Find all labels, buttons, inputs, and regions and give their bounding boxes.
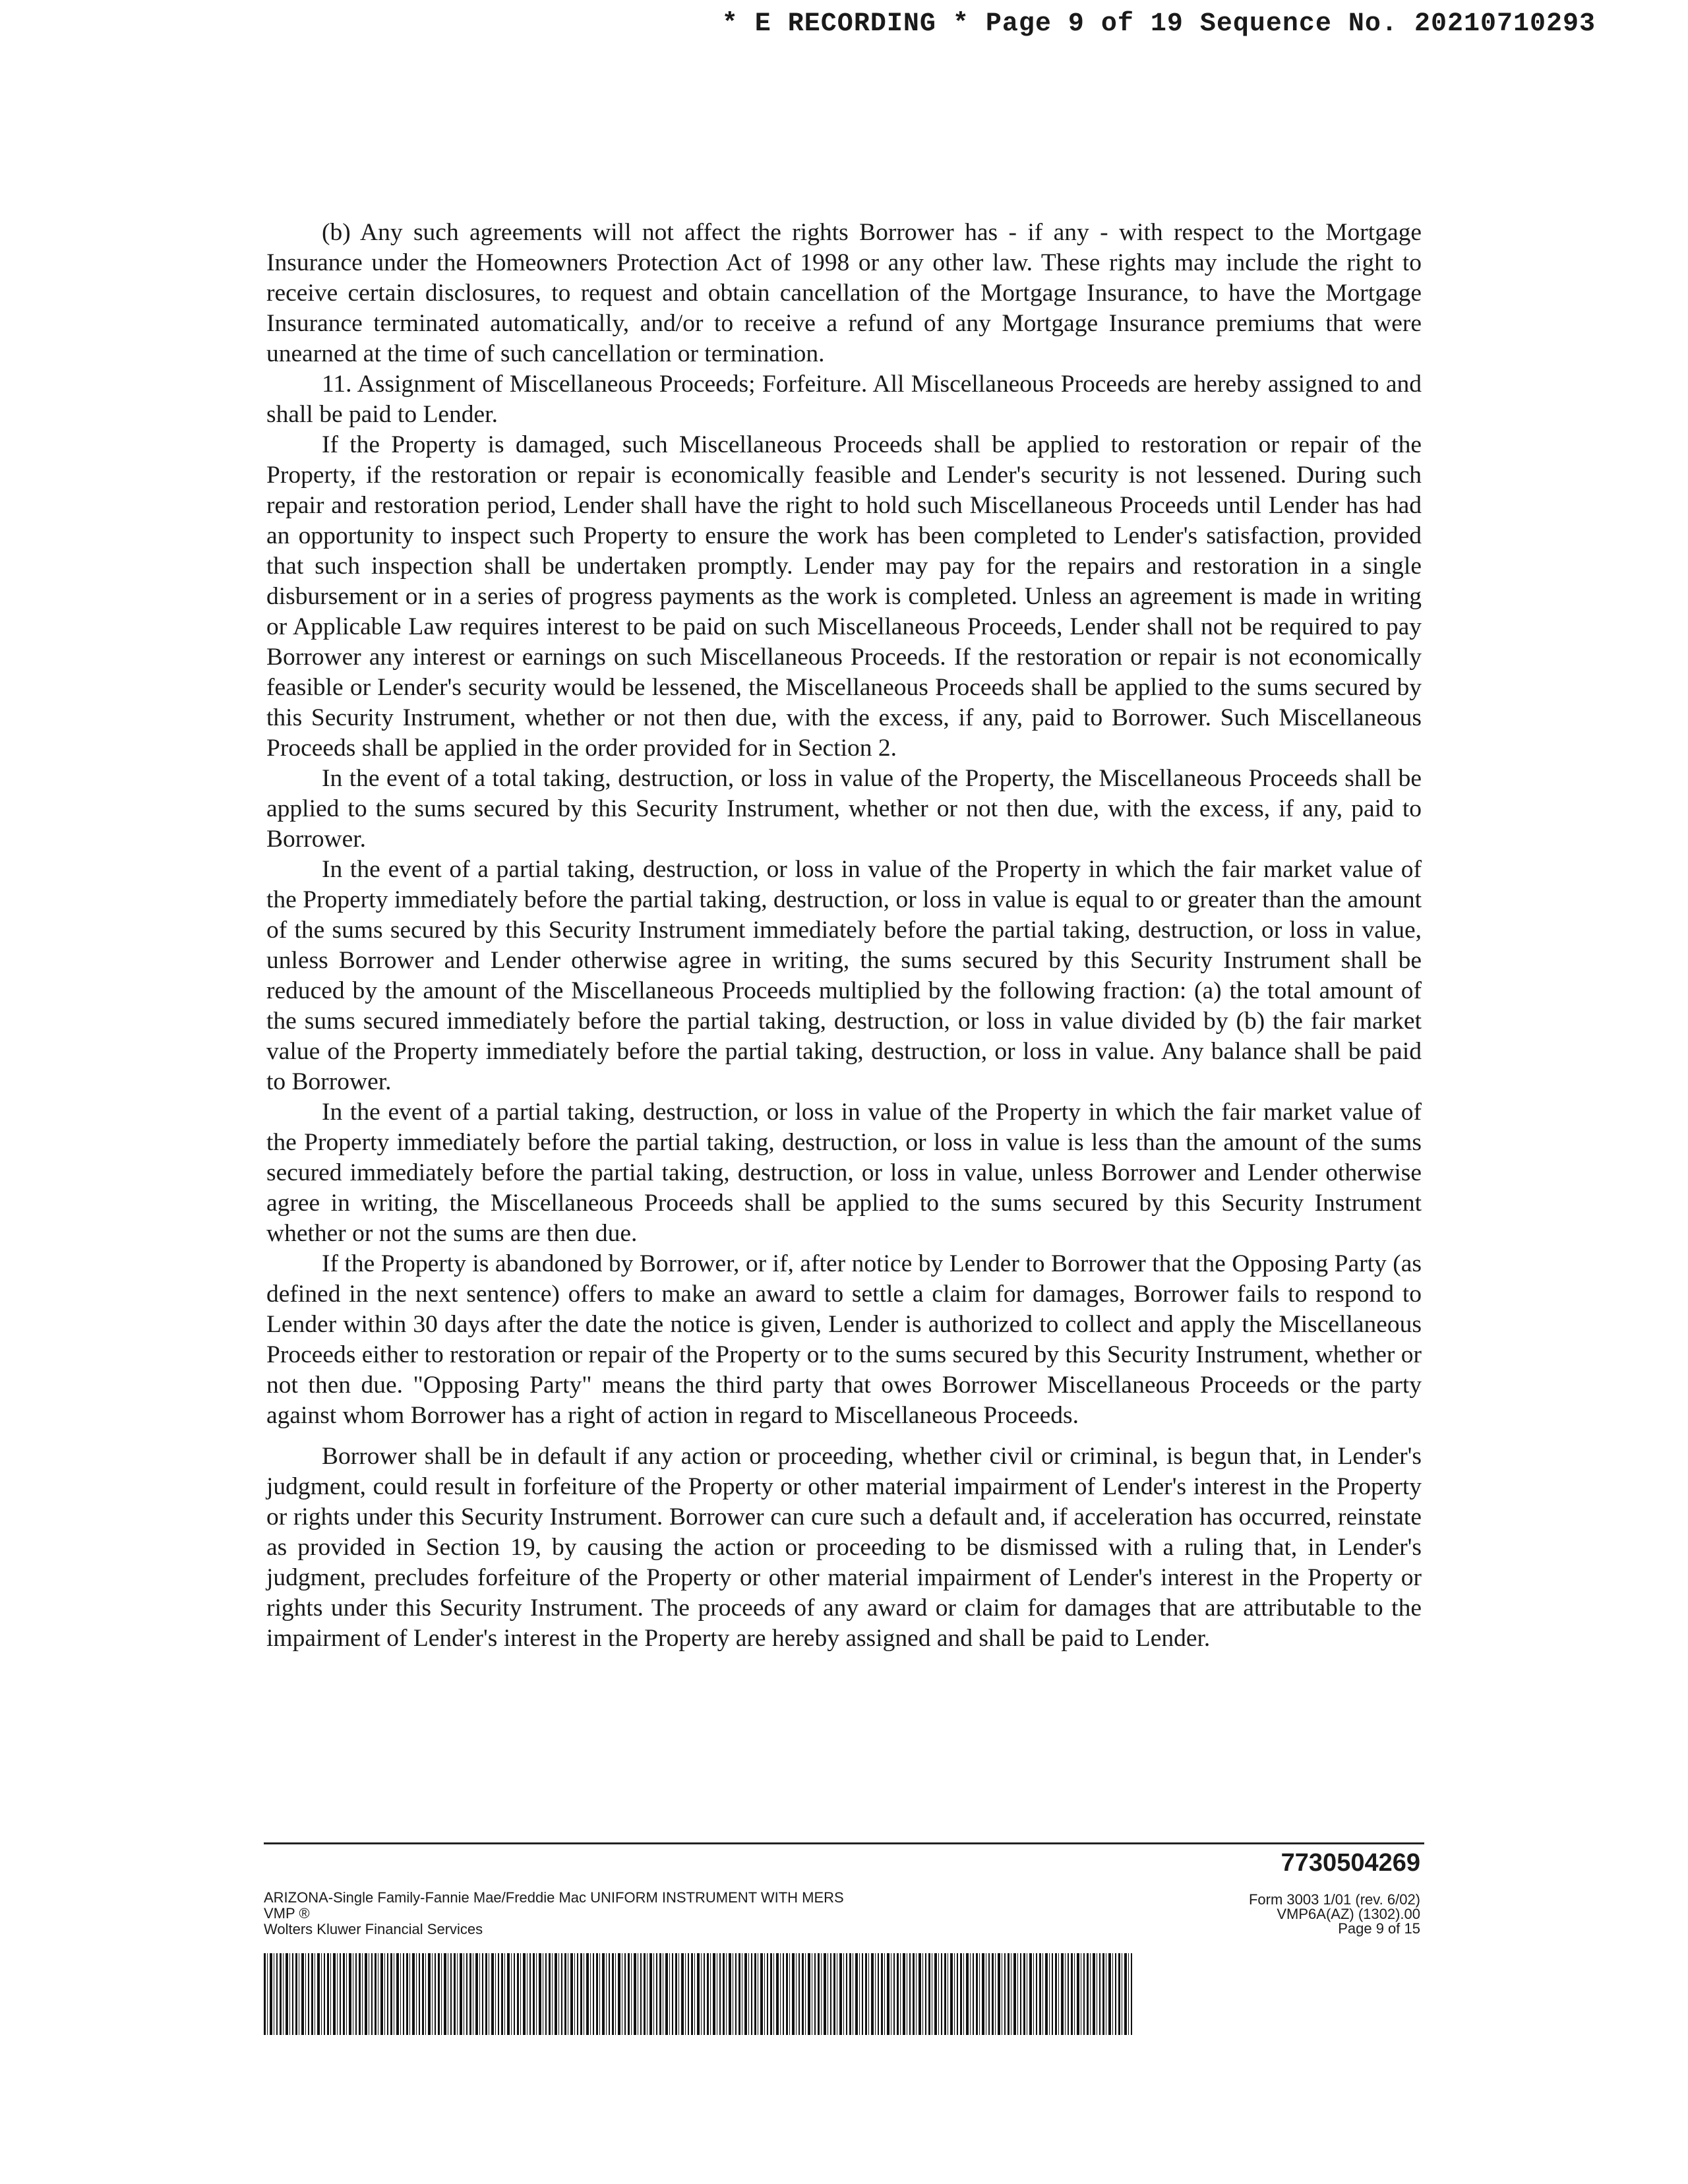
paragraph-abandoned-property: If the Property is abandoned by Borrower, or if, after notice by Lender to Borrower that the Opposing Party (as defined in the next sentence) offers to make an award to settle a claim for damages, Borrower fails to respond to Lender within 30 days after the date the notice is given, Lender is authorized to collect and apply the Miscellaneous Proceeds either to restoration or repair of the Property or to the sums secured by this Security Instrument, whether or not then due. "Opposing Party" means the third party that owes Borrower Miscellaneous Proceeds or the party against whom Borrower has a right of action in regard to Miscellaneous Proceeds. <box>266 1250 1422 1429</box>
paragraph-property-damaged: If the Property is damaged, such Miscellaneous Proceeds shall be applied to restoration or repair of the Property, if the restoration or repair is economically feasible and Lender's security is not lessened. During such repair and restoration period, Lender shall have the right to hold such Miscellaneous Proceeds until Lender has had an opportunity to inspect such Property to ensure the work has been completed to Lender's satisfaction, provided that such inspection shall be undertaken promptly. Lender may pay for the repairs and restoration in a single disbursement or in a series of progress payments as the work is completed. Unless an agreement is made in writing or Applicable Law requires interest to be paid on such Miscellaneous Proceeds, Lender shall not be required to pay Borrower any interest or earnings on such Miscellaneous Proceeds. If the restoration or repair is not economically feasible or Lender's security would be lessened, the Miscellaneous Proceeds shall be applied to the sums secured by this Security Instrument, whether or not then due, with the excess, if any, paid to Borrower. Such Miscellaneous Proceeds shall be applied in the order provided for in Section 2. <box>266 431 1422 762</box>
barcode <box>264 1953 1134 2035</box>
paragraph-mortgage-insurance-b: (b) Any such agreements will not affect the rights Borrower has - if any - with respect to the Mortgage Insurance under the Homeowners Protection Act of 1998 or any other law. These rights may include the right to receive certain disclosures, to request and obtain cancellation of the Mortgage Insurance, to have the Mortgage Insurance terminated automatically, and/or to receive a refund of any Mortgage Insurance premiums that were unearned at the time of such cancellation or termination. <box>266 219 1422 367</box>
footer-form-info <box>1249 1893 1420 1936</box>
footer-form-number: Form 3003 1/01 (rev. 6/02) <box>1248 1891 1420 1908</box>
footer-form-code: VMP6A(AZ) (1302).00 <box>1277 1906 1420 1922</box>
paragraph-borrower-default: Borrower shall be in default if any action or proceeding, whether civil or criminal, is begun that, in Lender's judgment, could result in forfeiture of the Property or other material impairment of Lender's interest in the Property or rights under this Security Instrument. Borrower can cure such a default and, if acceleration has occurred, reinstate as provided in Section 19, by causing the action or proceeding to be dismissed with a ruling that, in Lender's judgment, precludes forfeiture of the Property or other material impairment of Lender's interest in the Property or rights under this Security Instrument. The proceeds of any award or claim for damages that are attributable to the impairment of Lender's interest in the Property are hereby assigned and shall be paid to Lender. <box>266 1443 1422 1652</box>
paragraph-total-taking: In the event of a total taking, destruction, or loss in value of the Property, the Miscellaneous Proceeds shall be applied to the sums secured by this Security Instrument, whether or not then due, with the excess, if any, paid to Borrower. <box>266 765 1422 853</box>
loan-number: 7730504269 <box>1281 1849 1420 1877</box>
footer-vmp-mark: VMP ® <box>264 1905 310 1922</box>
footer-instrument-title: ARIZONA-Single Family-Fannie Mae/Freddie Mac UNIFORM INSTRUMENT WITH MERS <box>264 1889 844 1906</box>
document-body <box>266 218 1422 1654</box>
footer-form-description <box>264 1890 844 1937</box>
footer-publisher: Wolters Kluwer Financial Services <box>264 1921 483 1937</box>
footer-divider <box>264 1842 1424 1844</box>
paragraph-partial-taking-greater: In the event of a partial taking, destruction, or loss in value of the Property in which the fair market value of the Property immediately before the partial taking, destruction, or loss in value is equal to or greater than the amount of the sums secured by this Security Instrument immediately before the partial taking, destruction, or loss in value, unless Borrower and Lender otherwise agree in writing, the sums secured by this Security Instrument shall be reduced by the amount of the Miscellaneous Proceeds multiplied by the following fraction: (a) the total amount of the sums secured immediately before the partial taking, destruction, or loss in value divided by (b) the fair market value of the Property immediately before the partial taking, destruction, or loss in value. Any balance shall be paid to Borrower. <box>266 856 1422 1095</box>
paragraph-partial-taking-less: In the event of a partial taking, destruction, or loss in value of the Property in which the fair market value of the Property immediately before the partial taking, destruction, or loss in value is less than the amount of the sums secured immediately before the partial taking, destruction, or loss in value, unless Borrower and Lender otherwise agree in writing, the Miscellaneous Proceeds shall be applied to the sums secured by this Security Instrument whether or not the sums are then due. <box>266 1099 1422 1247</box>
recording-header: * E RECORDING * Page 9 of 19 Sequence No. 20210710293 <box>721 9 1596 39</box>
paragraph-section-11-heading: 11. Assignment of Miscellaneous Proceeds; Forfeiture. All Miscellaneous Proceeds are hereby assigned to and shall be paid to Lender. <box>266 371 1422 428</box>
footer-page-number: Page 9 of 15 <box>1338 1920 1420 1937</box>
